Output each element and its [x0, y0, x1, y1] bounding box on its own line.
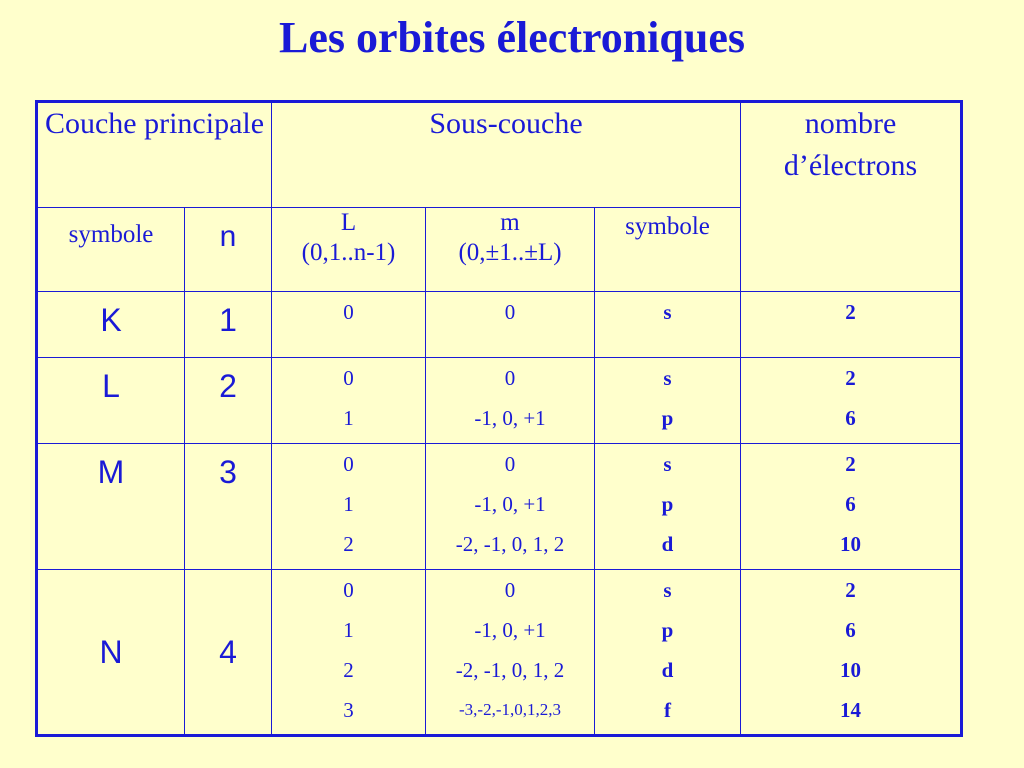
- electron-count: 2: [845, 300, 856, 324]
- electron-count: 14: [840, 698, 862, 722]
- table-row: [37, 358, 962, 444]
- shell-n: 1: [185, 292, 272, 358]
- m-value: -2, -1, 0, 1, 2: [455, 658, 565, 682]
- header-m-range: (0,±1..±L): [458, 239, 562, 266]
- shell-n: 3: [185, 444, 272, 570]
- L-value: 1: [343, 492, 354, 516]
- m-values: [426, 292, 595, 358]
- header-nombre-electrons: nombre d’électrons: [741, 102, 962, 292]
- m-values: [426, 444, 595, 570]
- electron-count: 6: [845, 492, 856, 516]
- header-m: [426, 208, 595, 292]
- electron-count: 6: [845, 618, 856, 642]
- m-value: -2, -1, 0, 1, 2: [455, 532, 565, 556]
- subshell-symbols: [595, 444, 741, 570]
- L-value: 0: [343, 300, 354, 324]
- L-value: 2: [343, 658, 354, 682]
- m-value: -1, 0, +1: [474, 618, 546, 642]
- L-value: 0: [343, 366, 354, 390]
- table-row: [37, 570, 962, 736]
- shell-symbol: L: [37, 358, 185, 444]
- L-value: 0: [343, 452, 354, 476]
- L-value: 1: [343, 406, 354, 430]
- electron-count: 2: [845, 366, 856, 390]
- electron-counts: [741, 292, 962, 358]
- electron-count: 10: [840, 532, 862, 556]
- m-value: -3,-2,-1,0,1,2,3: [459, 700, 561, 719]
- subshell-symbols: [595, 570, 741, 736]
- header-symbole-sous-couche: symbole: [595, 208, 741, 292]
- subshell-symbols: [595, 292, 741, 358]
- electron-count: 2: [845, 578, 856, 602]
- table-row: [37, 292, 962, 358]
- m-value: 0: [504, 300, 516, 324]
- L-values: [272, 570, 426, 736]
- L-values: [272, 292, 426, 358]
- m-value: -1, 0, +1: [474, 406, 546, 430]
- subshell-symbols: [595, 358, 741, 444]
- m-value: 0: [504, 452, 516, 476]
- header-symbole: symbole: [37, 208, 185, 292]
- subshell-symbol: d: [661, 658, 674, 682]
- subshell-symbol: s: [663, 300, 672, 324]
- shell-symbol: N: [37, 570, 185, 736]
- shell-n: 2: [185, 358, 272, 444]
- electron-count: 2: [845, 452, 856, 476]
- shell-symbol: K: [37, 292, 185, 358]
- subshell-symbol: s: [663, 366, 672, 390]
- subshell-symbol: p: [661, 618, 674, 642]
- shell-symbol: M: [37, 444, 185, 570]
- electron-counts: [741, 358, 962, 444]
- header-L: [272, 208, 426, 292]
- header-L-range: (0,1..n-1): [301, 239, 396, 266]
- table-row: [37, 444, 962, 570]
- L-value: 0: [343, 578, 354, 602]
- electron-counts: [741, 570, 962, 736]
- subshell-symbol: f: [664, 698, 672, 722]
- L-values: [272, 358, 426, 444]
- L-value: 2: [343, 532, 354, 556]
- electron-counts: [741, 444, 962, 570]
- subshell-symbol: p: [661, 492, 674, 516]
- subshell-symbol: d: [661, 532, 674, 556]
- page-title: Les orbites électroniques: [278, 13, 746, 62]
- subshell-symbol: s: [663, 578, 672, 602]
- electron-count: 10: [840, 658, 862, 682]
- header-n: n: [185, 208, 272, 292]
- m-value: 0: [504, 578, 516, 602]
- orbitals-table: [35, 100, 963, 737]
- L-value: 1: [343, 618, 354, 642]
- shell-n: 4: [185, 570, 272, 736]
- electron-count: 6: [845, 406, 856, 430]
- header-row-main: [37, 102, 962, 208]
- m-value: 0: [504, 366, 516, 390]
- header-couche-principale: Couche principale: [37, 102, 272, 208]
- subshell-symbol: s: [663, 452, 672, 476]
- m-values: [426, 358, 595, 444]
- header-m-label: m: [500, 209, 520, 236]
- header-sous-couche: Sous-couche: [272, 102, 741, 208]
- L-values: [272, 444, 426, 570]
- header-L-label: L: [340, 209, 357, 236]
- m-values: [426, 570, 595, 736]
- L-value: 3: [343, 698, 354, 722]
- subshell-symbol: p: [661, 406, 674, 430]
- m-value: -1, 0, +1: [474, 492, 546, 516]
